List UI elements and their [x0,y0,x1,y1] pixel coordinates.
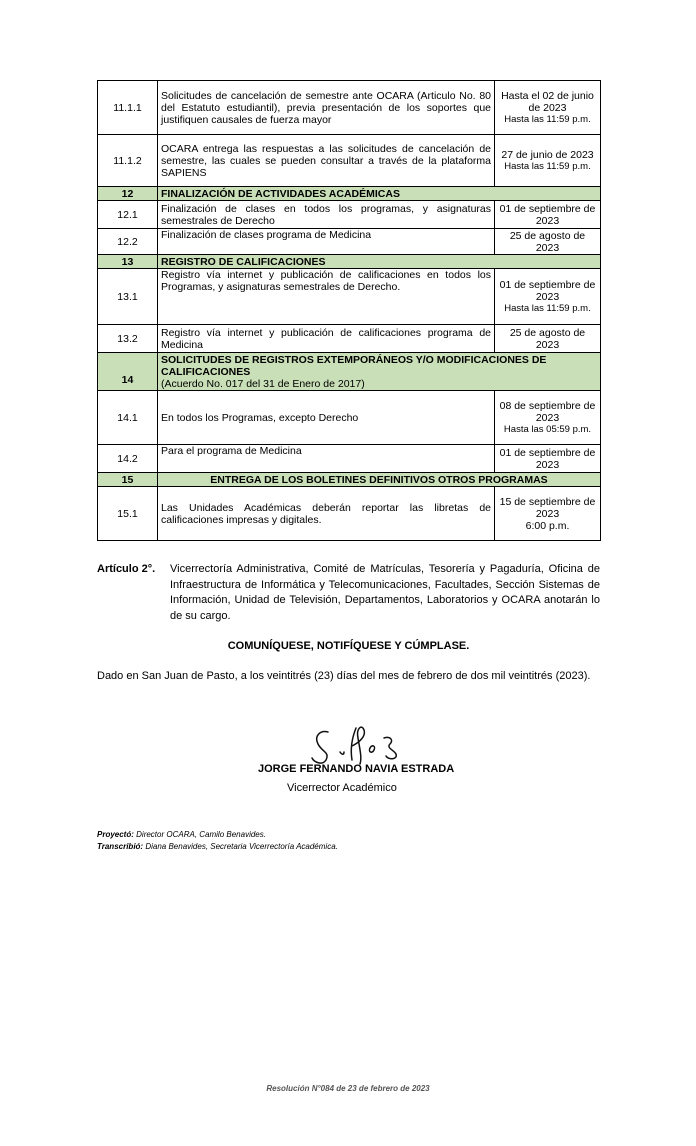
table-row [98,269,601,325]
table-row [98,81,601,135]
article-2 [97,562,600,624]
time-text: Hasta las 05:59 p.m. [503,423,592,435]
row-description: Finalización de clases programa de Medicina [158,229,495,255]
row-number: 15.1 [98,487,158,541]
time-text: Hasta las 11:59 p.m. [504,160,591,172]
signer-name: JORGE FERNANDO NAVIA ESTRADA [258,763,455,775]
row-number: 11.1.2 [98,135,158,187]
row-description: En todos los Programas, excepto Derecho [158,391,495,445]
section-row [98,353,601,391]
section-subtitle: (Acuerdo No. 017 del 31 de Enero de 2017) [161,377,365,390]
row-number: 14.1 [98,391,158,445]
row-date [495,487,601,541]
row-date: 25 de agosto de 2023 [495,229,601,255]
row-description: Registro vía internet y publicación de calificaciones programa de Medicina [158,325,495,353]
time-text: Hasta las 11:59 p.m. [504,302,591,314]
section-title: FINALIZACIÓN DE ACTIVIDADES ACADÉMICAS [158,187,601,201]
page-footer: Resolución N°084 de 23 de febrero de 2023 [266,1084,430,1093]
issue-statement: Dado en San Juan de Pasto, a los veintitrés (23) días del mes de febrero de dos mil veintitrés (2023). [97,670,591,682]
date-text: 27 de junio de 2023 [501,148,594,161]
date-text: 15 de septiembre de 2023 [499,495,596,520]
section-row [98,473,601,487]
row-date [495,391,601,445]
row-date [495,269,601,325]
date-text: 08 de septiembre de 2023 [499,399,596,424]
credit-proyecto [97,829,338,841]
time-text: Hasta las 11:59 p.m. [504,113,591,125]
row-description: Las Unidades Académicas deberán reportar las libretas de calificaciones impresas y digitales. [158,487,495,541]
table-row [98,201,601,229]
row-date: 01 de septiembre de 2023 [495,201,601,229]
table-row [98,487,601,541]
row-date [495,81,601,135]
row-description: Para el programa de Medicina [158,445,495,473]
closing-formula: COMUNÍQUESE, NOTIFÍQUESE Y CÚMPLASE. [227,640,470,652]
table-row [98,445,601,473]
row-number: 12.1 [98,201,158,229]
credit-value: Director OCARA, Camilo Benavides. [136,830,266,839]
section-title-text: SOLICITUDES DE REGISTROS EXTEMPORÁNEOS Y/O MODIFICACIONES DE CALIFICACIONES [161,353,547,378]
section-title: ENTREGA DE LOS BOLETINES DEFINITIVOS OTROS PROGRAMAS [158,473,601,487]
row-date: 01 de septiembre de 2023 [495,445,601,473]
table-row [98,135,601,187]
row-number: 12.2 [98,229,158,255]
article-text: Vicerrectoría Administrativa, Comité de Matrículas, Tesorería y Pagaduría, Oficina de Infraestructura de Informática y Telecomunicaciones, Facultades, Sección Sistemas de Información, Unidad de Televisión, Departamentos, Laboratorios y OCARA anotarán lo de su cargo. [170,563,600,622]
row-description: OCARA entrega las respuestas a las solicitudes de cancelación de semestre, las cuales se pueden consultar a través de la plataforma SAPIENS [158,135,495,187]
credit-label: Transcribió: [97,842,144,851]
section-number: 13 [98,255,158,269]
section-row [98,255,601,269]
row-description: Solicitudes de cancelación de semestre ante OCARA (Articulo No. 80 del Estatuto estudiantil), previa presentación de los soportes que justifiquen causales de fuerza mayor [158,81,495,135]
section-number: 14 [98,353,158,391]
date-text: Hasta el 02 de junio de 2023 [501,89,594,114]
row-number: 14.2 [98,445,158,473]
schedule-table [97,80,601,541]
credits [97,829,338,853]
section-title [158,353,601,391]
signer-role: Vicerrector Académico [287,782,397,794]
time-text: 6:00 p.m. [525,519,570,532]
table-row [98,229,601,255]
table-row [98,325,601,353]
section-row [98,187,601,201]
row-description: Registro vía internet y publicación de calificaciones en todos los Programas, y asignaturas semestrales de Derecho. [158,269,495,325]
article-label: Artículo 2°. [97,563,156,575]
row-date: 25 de agosto de 2023 [495,325,601,353]
row-number: 13.1 [98,269,158,325]
row-description: Finalización de clases en todos los programas, y asignaturas semestrales de Derecho [158,201,495,229]
credit-label: Proyectó: [97,830,134,839]
row-date [495,135,601,187]
credit-transcribio [97,841,338,853]
section-number: 15 [98,473,158,487]
section-title: REGISTRO DE CALIFICACIONES [158,255,601,269]
date-text: 01 de septiembre de 2023 [499,278,596,303]
handwritten-signature [300,722,410,767]
row-number: 13.2 [98,325,158,353]
row-number: 11.1.1 [98,81,158,135]
section-number: 12 [98,187,158,201]
credit-value: Diana Benavides, Secretaria Vicerrectoría Académica. [145,842,338,851]
table-row [98,391,601,445]
